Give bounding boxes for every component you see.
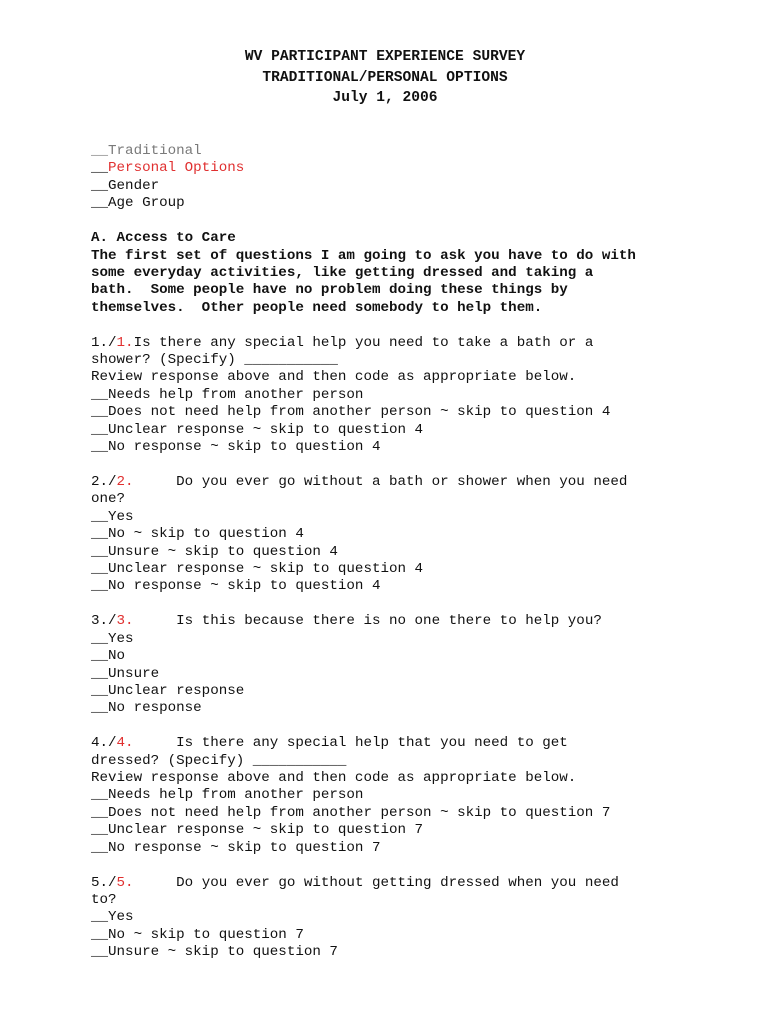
answer-option: __No response ~ skip to question 4: [91, 439, 381, 456]
question-5-text-cont: to?: [91, 892, 117, 909]
answer-option: __Unclear response ~ skip to question 4: [91, 421, 424, 438]
survey-title: [0, 47, 770, 109]
answer-option: __Does not need help from another person ~ skip to question 4: [91, 404, 611, 421]
answer-option: __Unclear response ~ skip to question 4: [91, 560, 424, 577]
option-age-group: __Age Group: [91, 195, 185, 212]
answer-option: __Does not need help from another person ~ skip to question 7: [91, 804, 611, 821]
question-4-text-cont: dressed? (Specify) ___________: [91, 752, 347, 769]
question-3-text: 3./3. Is this because there is no one there to help you?: [91, 613, 602, 630]
section-intro-line: bath. Some people have no problem doing these things by: [91, 282, 568, 299]
question-3: [91, 613, 711, 717]
question-1-review: Review response above and then code as appropriate below.: [91, 369, 577, 386]
answer-option: __No ~ skip to question 4: [91, 526, 304, 543]
answer-option: __No ~ skip to question 7: [91, 926, 304, 943]
question-2-text: 2./2. Do you ever go without a bath or shower when you need: [91, 474, 628, 491]
answer-option: __No response ~ skip to question 4: [91, 578, 381, 595]
answer-option: __Unsure: [91, 665, 160, 682]
question-1-text-cont: shower? (Specify) ___________: [91, 352, 338, 369]
section-intro-line: The first set of questions I am going to ask you have to do with: [91, 247, 636, 264]
answer-option: __No response: [91, 700, 202, 717]
section-heading: A. Access to Care: [91, 230, 236, 247]
answer-option: __Unsure ~ skip to question 7: [91, 944, 338, 961]
question-4-text: 4./4. Is there any special help that you need to get: [91, 735, 568, 752]
option-traditional: __Traditional: [91, 143, 202, 159]
option-checklist: [91, 143, 711, 213]
title-line-2: TRADITIONAL/PERSONAL OPTIONS: [262, 69, 508, 86]
question-2-text-cont: one?: [91, 491, 126, 508]
question-1-text: 1./1.Is there any special help you need to take a bath or a: [91, 334, 594, 351]
option-gender: __Gender: [91, 177, 160, 194]
answer-option: __No: [91, 648, 126, 665]
question-5-text: 5./5. Do you ever go without getting dressed when you need: [91, 874, 619, 891]
section-intro-line: themselves. Other people need somebody to help them.: [91, 299, 543, 316]
answer-option: __Yes: [91, 508, 134, 525]
option-personal-label: Personal Options: [108, 160, 245, 177]
answer-option: __Unclear response ~ skip to question 7: [91, 822, 424, 839]
answer-option: __Needs help from another person: [91, 787, 364, 804]
title-line-3: July 1, 2006: [332, 90, 438, 106]
answer-option: __No response ~ skip to question 7: [91, 839, 381, 856]
section-intro-line: some everyday activities, like getting dressed and taking a: [91, 264, 594, 281]
question-5: [91, 875, 711, 962]
question-1: [91, 335, 711, 457]
question-2: [91, 474, 711, 596]
question-4-review: Review response above and then code as appropriate below.: [91, 770, 577, 787]
question-4: [91, 735, 711, 857]
option-personal: __Personal Options: [91, 160, 245, 177]
answer-option: __Unsure ~ skip to question 4: [91, 543, 338, 560]
answer-option: __Needs help from another person: [91, 386, 364, 403]
answer-option: __Unclear response: [91, 682, 245, 699]
answer-option: __Yes: [91, 909, 134, 926]
title-line-1: WV PARTICIPANT EXPERIENCE SURVEY: [244, 49, 526, 65]
survey-body: [91, 143, 711, 962]
answer-option: __Yes: [91, 630, 134, 647]
